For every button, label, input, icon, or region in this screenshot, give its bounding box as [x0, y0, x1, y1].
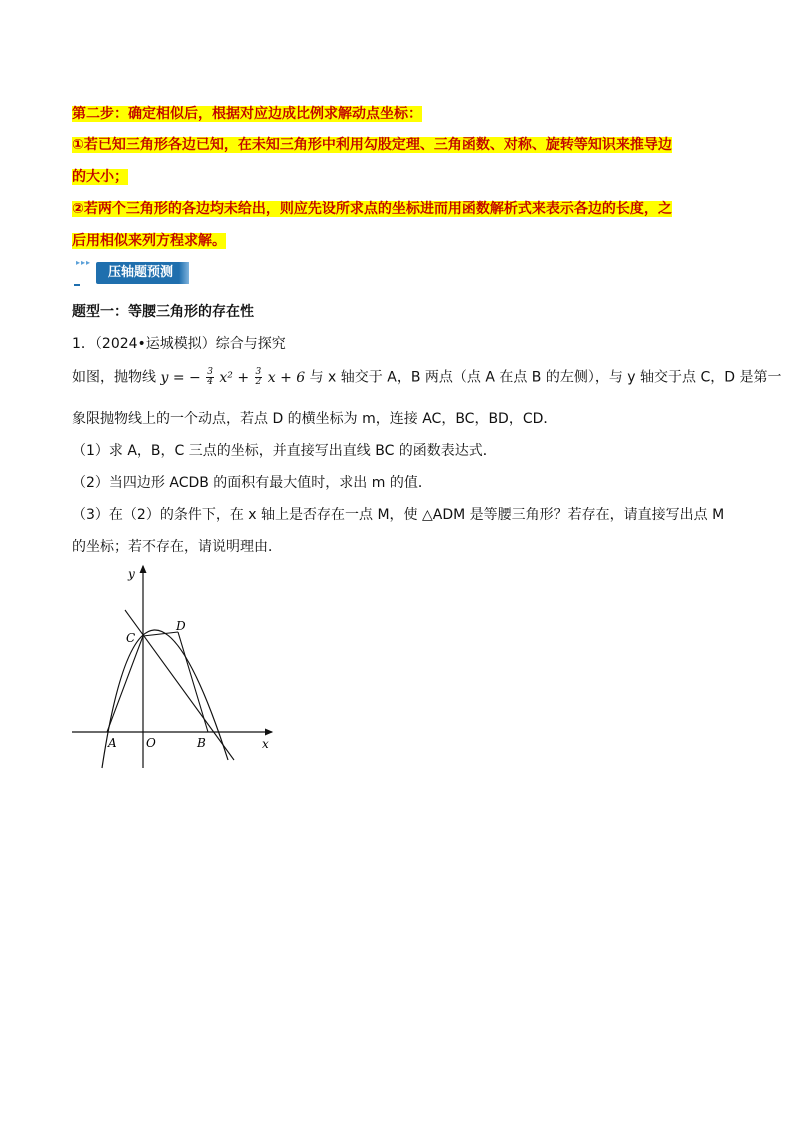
label-d: D — [176, 619, 186, 633]
point2-line1: ②若两个三角形的各边均未给出，则应先设所求点的坐标进而用函数解析式来表示各边的长度，之 — [72, 201, 672, 217]
intro-pre: 如图，抛物线 — [72, 369, 156, 386]
segment-ac — [107, 636, 143, 732]
intro-post: 与 x 轴交于 A，B 两点（点 A 在点 B 的左侧），与 y 轴交于点 C，D 是第一 — [309, 369, 782, 386]
problem-line2: 象限抛物线上的一个动点，若点 D 的横坐标为 m，连接 AC，BC，BD，CD． — [72, 411, 558, 427]
label-x: x — [262, 737, 269, 751]
label-y: y — [128, 567, 135, 581]
step2-title: 第二步：确定相似后，根据对应边成比例求解动点坐标： — [72, 106, 422, 122]
question-3-line1: （3）在（2）的条件下，在 x 轴上是否存在一点 M，使 △ADM 是等腰三角形？若存在，请直接写出点 M — [72, 507, 725, 523]
point1-line1: ①若已知三角形各边已知，在未知三角形中利用勾股定理、三角函数、对称、旋转等知识来推导边 — [72, 137, 672, 153]
segment-bd — [178, 632, 208, 732]
question-3-line2: 的坐标；若不存在，请说明理由． — [72, 539, 282, 555]
section-title: 题型一：等腰三角形的存在性 — [72, 304, 254, 320]
question-2: （2）当四边形 ACDB 的面积有最大值时，求出 m 的值． — [72, 475, 432, 491]
label-b: B — [197, 736, 206, 750]
label-a: A — [108, 736, 117, 750]
problem-source: （2024•运城模拟）综合与探究 — [94, 336, 286, 352]
equation: y = − $\frac{3}{4}$ x² + $\frac{3}{2}$ x + 6 — [160, 367, 306, 387]
point2-line2: 后用相似来列方程求解。 — [72, 233, 226, 249]
segment-cd — [143, 632, 178, 636]
question-1: （1）求 A，B，C 三点的坐标，并直接写出直线 BC 的函数表达式． — [72, 443, 497, 459]
point1-line2: 的大小； — [72, 169, 128, 185]
banner-label: 压轴题预测 — [108, 265, 174, 280]
fraction-1: $\frac{3}{4}$ — [207, 367, 213, 387]
label-o: O — [146, 736, 156, 750]
parabola-curve — [102, 630, 228, 768]
problem-number: 1． — [72, 336, 95, 352]
label-c: C — [126, 631, 136, 645]
arrow-decoration-icon: ▸▸▸ — [76, 258, 92, 267]
fraction-2: $\frac{3}{2}$ — [255, 367, 262, 387]
